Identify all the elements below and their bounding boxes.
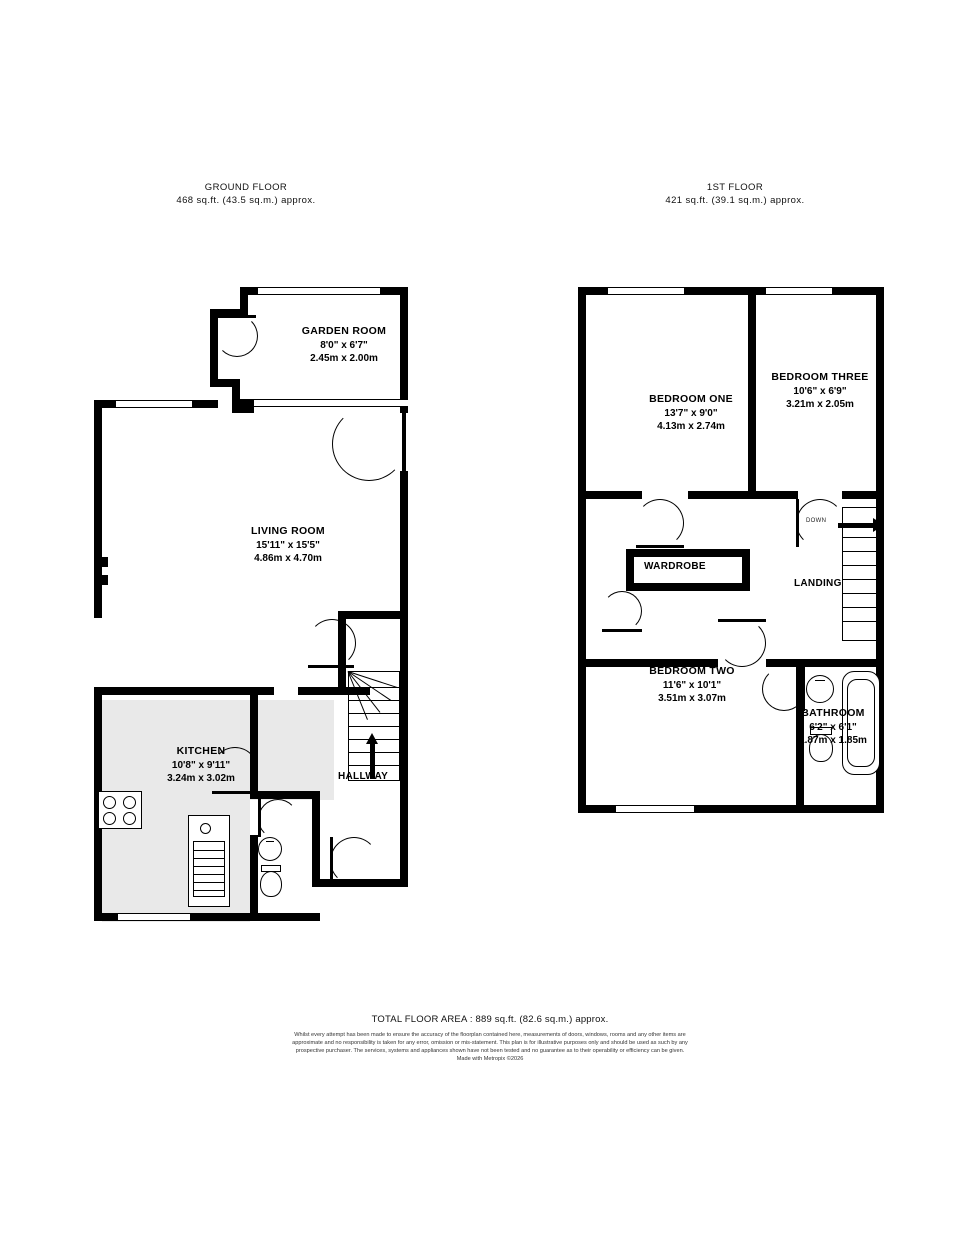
stair-tread <box>842 551 884 552</box>
landing-label: LANDING <box>794 578 842 589</box>
sink-draining-line <box>194 882 224 883</box>
kitchen-window <box>118 913 190 921</box>
wc-door-leaf <box>258 799 261 837</box>
garden-room-side-door-leaf <box>216 315 256 318</box>
kitchen-metric: 3.24m x 3.02m <box>167 773 235 784</box>
bedroom-three-door-leaf <box>796 499 799 547</box>
bedroom-three-label <box>750 371 890 412</box>
bedroom-one-bottom-wall-left <box>578 491 642 499</box>
bathroom-top-wall <box>804 659 884 667</box>
bedroom-two-imperial: 11'6" x 10'1" <box>662 679 722 691</box>
hob-ring <box>103 796 116 809</box>
ground-floor-title: GROUND FLOOR <box>204 182 288 193</box>
wardrobe-door-arc <box>602 591 642 631</box>
garden-room-window-bottom <box>254 399 408 407</box>
front-door-leaf <box>330 837 333 883</box>
stairs-down-label: DOWN <box>806 518 827 524</box>
hallway-right-wall <box>400 611 408 887</box>
hob-ring <box>123 796 136 809</box>
bedroom-three-bottom-wall <box>756 491 798 499</box>
front-door-arc <box>330 837 378 885</box>
garden-room-door-arc <box>332 407 406 481</box>
bathroom-name: BATHROOM <box>801 707 865 719</box>
garden-room-label <box>264 325 424 366</box>
bedroom-two-door-arc <box>718 619 766 667</box>
bathroom-metric: 1.87m x 1.85m <box>799 735 867 746</box>
bedroom-one-door-arc <box>636 499 684 547</box>
stair-tread <box>348 700 400 701</box>
kitchen-door-leaf <box>212 791 256 794</box>
garden-room-side-door-arc <box>216 315 258 357</box>
sink-draining-line <box>194 866 224 867</box>
bedroom-two-label <box>606 665 778 706</box>
garden-room-metric: 2.45m x 2.00m <box>310 353 378 364</box>
bedroom-three-window-rear <box>766 287 832 295</box>
bedroom-one-window-rear <box>608 287 684 295</box>
bedroom-three-imperial: 10'6" x 6'9" <box>793 385 847 397</box>
ground-floor-plan <box>80 275 430 935</box>
living-room-imperial: 15'11" x 15'5" <box>256 539 320 551</box>
living-room-door-leaf <box>308 665 354 668</box>
stair-tread <box>842 565 884 566</box>
bedroom-two-metric: 3.51m x 3.07m <box>658 693 726 704</box>
made-with-label: Made with Metropix ©2026 <box>456 1056 524 1062</box>
bedroom-one-name: BEDROOM ONE <box>649 393 733 405</box>
sink-tap <box>200 823 211 834</box>
chimney-breast-bottom <box>94 575 108 585</box>
bathroom-door-leaf <box>802 667 805 711</box>
wc-toilet <box>260 871 282 897</box>
living-room-right-wall <box>400 471 408 611</box>
garden-room-left-wall <box>210 309 218 387</box>
total-floor-area: TOTAL FLOOR AREA : 889 sq.ft. (82.6 sq.m.) approx. <box>371 1014 609 1025</box>
footer <box>0 1014 980 1063</box>
bathroom-basin-tap <box>815 680 825 681</box>
kitchen-label <box>126 745 276 786</box>
bedroom-one-door-leaf <box>636 545 684 548</box>
living-room-name: LIVING ROOM <box>251 525 325 537</box>
hallway-label: HALLWAY <box>338 771 389 782</box>
bedroom-three-metric: 3.21m x 2.05m <box>786 399 854 410</box>
garden-room-imperial: 8'0" x 6'7" <box>320 339 368 351</box>
living-room-left-wall <box>94 400 102 618</box>
stair-tread <box>842 621 884 622</box>
bedroom-three-name: BEDROOM THREE <box>771 371 869 383</box>
garden-room-door-leaf <box>402 407 406 479</box>
wc-basin-tap <box>266 841 274 842</box>
sink-draining-line <box>194 850 224 851</box>
ground-floor-area: 468 sq.ft. (43.5 sq.m.) approx. <box>176 195 316 206</box>
garden-room-window-top <box>258 287 380 295</box>
bedroom-two-name: BEDROOM TWO <box>649 665 735 677</box>
living-room-metric: 4.86m x 4.70m <box>254 553 322 564</box>
kitchen-name: KITCHEN <box>176 745 226 757</box>
kitchen-right-wall <box>250 835 258 921</box>
first-floor-title: 1ST FLOOR <box>706 182 764 193</box>
wardrobe-top-wall <box>626 549 750 557</box>
first-floor-left-wall <box>578 287 586 813</box>
stairs-down-arrow <box>838 518 884 532</box>
wardrobe-bottom-wall <box>626 583 750 591</box>
bathroom-imperial: 6'2" x 6'1" <box>809 721 857 733</box>
garden-room-name: GARDEN ROOM <box>301 325 387 337</box>
stair-tread <box>842 607 884 608</box>
living-room-bottom-wall <box>94 687 266 695</box>
ground-floor-heading <box>106 181 386 207</box>
kitchen-imperial: 10'8" x 9'11" <box>171 759 231 771</box>
first-floor-plan <box>570 275 900 820</box>
bedroom-one-bottom-wall-right <box>688 491 756 499</box>
sink-draining-line <box>194 874 224 875</box>
chimney-breast-top <box>94 557 108 567</box>
hob-ring <box>103 812 116 825</box>
disclaimer-text: Whilst every attempt has been made to ensure the accuracy of the floorplan contained here, measurements of doors, windows, rooms and any other items are approximate and no responsibility is taken for any error, omission or mis-statement. This plan is for illustrative purposes only and should be used as such by any prospective purchaser. The services, systems and appliances shown have not been tested and no guarantee as to their operability or efficiency can be given. <box>292 1032 688 1054</box>
wc-cistern <box>261 865 281 872</box>
first-floor-area: 421 sq.ft. (39.1 sq.m.) approx. <box>665 195 805 206</box>
kitchen-hall-partition <box>250 791 320 799</box>
garden-room-pier <box>232 399 254 413</box>
wc-right-wall <box>312 791 320 887</box>
living-room-window-top <box>116 400 192 408</box>
sink-draining-line <box>194 890 224 891</box>
bedroom-three-bottom-wall-right <box>842 491 884 499</box>
bedroom-one-imperial: 13'7" x 9'0" <box>664 407 718 419</box>
living-room-door-arc <box>308 619 356 667</box>
bedroom-two-window-front <box>616 805 694 813</box>
sink-draining-line <box>194 858 224 859</box>
stair-tread <box>842 537 884 538</box>
wardrobe-label: WARDROBE <box>644 561 706 572</box>
first-floor-heading <box>590 181 880 207</box>
bathroom-label <box>766 707 900 748</box>
stair-tread <box>348 726 400 727</box>
stair-tread <box>348 713 400 714</box>
living-room-bottom-wall-node <box>266 687 274 695</box>
stair-tread <box>842 593 884 594</box>
bedroom-two-door-leaf <box>718 619 766 622</box>
wc-door-arc <box>258 799 298 839</box>
bedroom-one-metric: 4.13m x 2.74m <box>657 421 725 432</box>
stair-tread <box>842 579 884 580</box>
living-hall-top-partition <box>338 611 400 619</box>
wardrobe-door-leaf <box>602 629 642 632</box>
hob-ring <box>123 812 136 825</box>
living-room-label <box>198 525 378 566</box>
